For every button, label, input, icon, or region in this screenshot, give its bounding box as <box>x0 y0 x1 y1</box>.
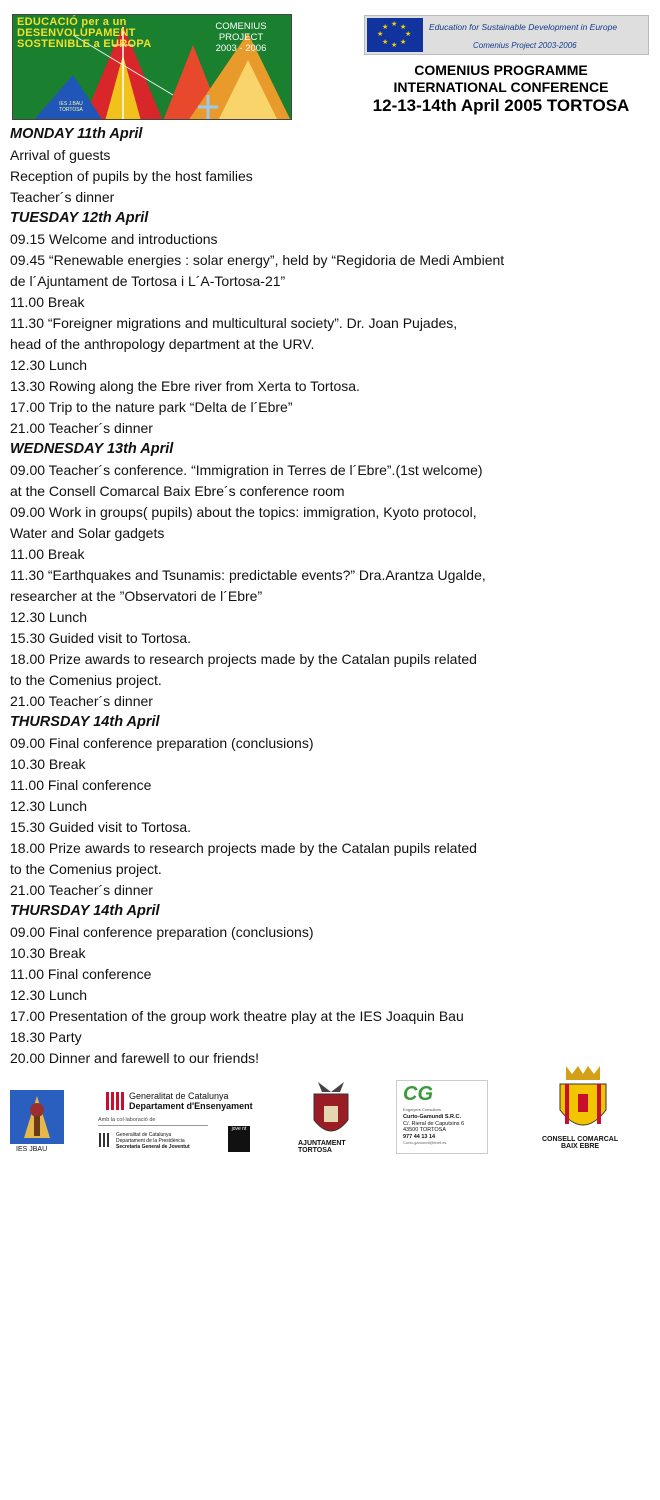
schedule-line: 09.00 Teacher´s conference. “Immigration in Terres de l´Ebre”.(1st welcome) <box>10 462 483 478</box>
schedule-line: 12.30 Lunch <box>10 987 88 1003</box>
schedule-line: at the Consell Comarcal Baix Ebre´s conference room <box>10 483 345 499</box>
schedule-line: 10.30 Break <box>10 945 86 961</box>
day-heading: WEDNESDAY 13th April <box>10 441 174 457</box>
logo-school <box>59 101 83 113</box>
schedule-line: 12.30 Lunch <box>10 798 88 814</box>
eu-banner-line2: Comenius Project 2003-2006 <box>473 41 577 50</box>
logo-project-years: 2003 - 2006 <box>215 43 267 54</box>
schedule-line: 21.00 Teacher´s dinner <box>10 420 153 436</box>
schedule-line: 15.30 Guided visit to Tortosa. <box>10 819 192 835</box>
schedule-line: 18.00 Prize awards to research projects made by the Catalan pupils related <box>10 651 477 667</box>
schedule-line: to the Comenius project. <box>10 861 162 877</box>
schedule-line: 11.00 Final conference <box>10 777 152 793</box>
schedule-line: 10.30 Break <box>10 756 86 772</box>
consell-comarcal-logo <box>556 1064 610 1138</box>
schedule-line: 21.00 Teacher´s dinner <box>10 693 153 709</box>
consell-comarcal-label <box>542 1136 618 1150</box>
cg-phone: 977 44 13 14 <box>403 1133 436 1140</box>
schedule-line: 09.00 Work in groups( pupils) about the topics: immigration, Kyoto protocol, <box>10 504 477 520</box>
program-schedule <box>10 124 610 1069</box>
schedule-line: 13.30 Rowing along the Ebre river from Xerta to Tortosa. <box>10 378 360 394</box>
ajuntament-label <box>298 1140 346 1154</box>
generalitat-logo <box>98 1090 254 1154</box>
schedule-line: 12.30 Lunch <box>10 609 88 625</box>
ajuntament-label-line1: AJUNTAMENT <box>298 1140 346 1147</box>
schedule-line: 21.00 Teacher´s dinner <box>10 882 153 898</box>
schedule-line: Water and Solar gadgets <box>10 525 165 541</box>
logo-project <box>199 21 283 54</box>
schedule-line: Arrival of guests <box>10 147 111 163</box>
logo-school-name: IES J.BAU <box>59 101 83 107</box>
eu-banner <box>364 15 649 55</box>
generalitat-sub-line2: Departament de la Presidència <box>116 1138 185 1144</box>
schedule-line: 09.15 Welcome and introductions <box>10 231 218 247</box>
day-heading: THURSDAY 14th April <box>10 903 160 919</box>
ies-jbau-emblem-icon <box>10 1090 64 1144</box>
schedule-line: 11.30 “Earthquakes and Tsunamis: predictable events?” Dra.Arantza Ugalde, <box>10 567 486 583</box>
cg-contact <box>403 1114 464 1147</box>
schedule-line: 20.00 Dinner and farewell to our friends! <box>10 1050 260 1066</box>
day-heading: THURSDAY 14th April <box>10 714 160 730</box>
schedule-line: 18.30 Party <box>10 1029 82 1045</box>
generalitat-emblem-icon <box>104 1090 126 1112</box>
cg-subtitle: Enginyers Consultors <box>403 1107 442 1112</box>
schedule-line: 17.00 Presentation of the group work theatre play at the IES Joaquin Bau <box>10 1008 464 1024</box>
conference-title-line3: 12-13-14th April 2005 TORTOSA <box>372 96 630 115</box>
ajuntament-logo <box>310 1080 352 1142</box>
schedule-line: 17.00 Trip to the nature park “Delta de l´Ebre” <box>10 399 293 415</box>
conference-title-line1: COMENIUS PROGRAMME <box>414 62 588 78</box>
schedule-line: Reception of pupils by the host families <box>10 168 253 184</box>
conference-title <box>356 62 646 116</box>
ajuntament-label-line2: TORTOSA <box>298 1147 332 1154</box>
schedule-line: Teacher´s dinner <box>10 189 115 205</box>
schedule-line: 11.00 Final conference <box>10 966 152 982</box>
generalitat-sub-line1: Generalitat de Catalunya <box>116 1132 172 1138</box>
logo-title-line1: EDUCACIÓ per a un <box>17 16 127 28</box>
schedule-line: 09.00 Final conference preparation (conclusions) <box>10 735 314 751</box>
logo-school-town: TORTOSA <box>59 107 83 113</box>
consell-comarcal-label-line1: CONSELL COMARCAL <box>542 1136 619 1143</box>
logo-project-name: COMENIUS PROJECT <box>215 21 267 43</box>
ajuntament-shield-icon <box>310 1080 352 1142</box>
cg-logo-mark: CG <box>403 1083 433 1105</box>
generalitat-department: Departament d'Ensenyament <box>129 1101 253 1111</box>
cg-address1: C/. Rieral de Caputxins 6 <box>403 1120 465 1127</box>
sponsor-logos <box>0 1060 660 1160</box>
eu-flag-icon: ★ ★ ★ ★ ★ ★ ★ ★ <box>367 18 423 52</box>
logo-title-line3: SOSTENIBLE a EUROPA <box>17 38 152 50</box>
schedule-line: 11.30 “Foreigner migrations and multicultural society”. Dr. Joan Pujades, <box>10 315 458 331</box>
eu-banner-line1: Education for Sustainable Development in Europe <box>429 22 618 32</box>
curto-gamundi-logo <box>396 1080 488 1154</box>
header <box>0 0 660 124</box>
schedule-line: 12.30 Lunch <box>10 357 88 373</box>
schedule-line: 09.45 “Renewable energies : solar energy”, held by “Regidoria de Medi Ambient <box>10 252 505 268</box>
joventut-text: jove nt <box>231 1126 247 1132</box>
conference-title-line2: INTERNATIONAL CONFERENCE <box>393 79 609 95</box>
generalitat-sub-line3: Secretaria General de Joventut <box>116 1144 190 1150</box>
joventut-logo <box>228 1126 250 1152</box>
ies-jbau-label: IES JBAU <box>16 1146 48 1153</box>
comenius-logo <box>12 14 292 120</box>
day-heading: TUESDAY 12th April <box>10 210 149 226</box>
generalitat-sub-text <box>116 1132 190 1150</box>
consell-comarcal-shield-icon <box>556 1064 610 1138</box>
schedule-line: 15.30 Guided visit to Tortosa. <box>10 630 192 646</box>
generalitat-small-emblem-icon <box>98 1132 112 1148</box>
logo-title-line2: DESENVOLUPAMENT <box>17 27 136 39</box>
schedule-line: 11.00 Break <box>10 294 85 310</box>
generalitat-collab: Amb la col·laboració de <box>98 1117 156 1123</box>
schedule-line: head of the anthropology department at the URV. <box>10 336 315 352</box>
generalitat-name: Generalitat de Catalunya <box>129 1091 229 1101</box>
cg-address2: 43500 TORTOSA <box>403 1127 447 1133</box>
day-heading: MONDAY 11th April <box>10 126 143 142</box>
schedule-line: 09.00 Final conference preparation (conclusions) <box>10 924 314 940</box>
generalitat-divider <box>98 1125 208 1126</box>
cg-name: Curto-Gamundi S.R.C. <box>403 1114 462 1120</box>
schedule-line: 11.00 Break <box>10 546 85 562</box>
schedule-line: researcher at the ”Observatori de l´Ebre” <box>10 588 263 604</box>
schedule-line: 18.00 Prize awards to research projects made by the Catalan pupils related <box>10 840 477 856</box>
schedule-line: to the Comenius project. <box>10 672 162 688</box>
cg-email: Curto-gamundi@tinet.es <box>403 1140 447 1145</box>
schedule-line: de l´Ajuntament de Tortosa i L´A-Tortosa-21” <box>10 273 286 289</box>
consell-comarcal-label-line2: BAIX EBRE <box>560 1143 600 1150</box>
ies-jbau-logo <box>10 1090 64 1144</box>
